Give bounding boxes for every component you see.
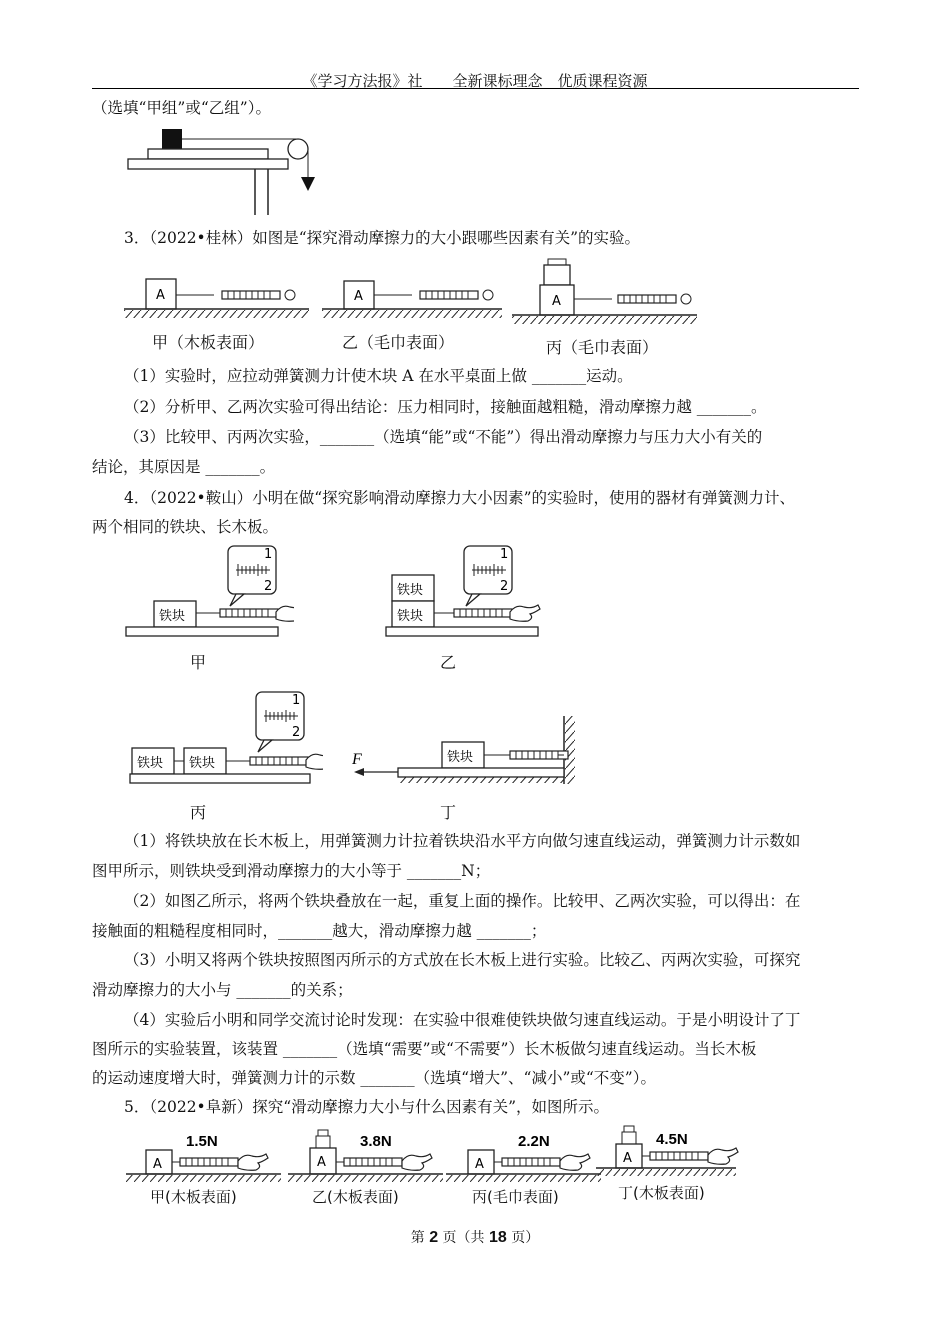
q4-caption-jia: 甲 — [190, 653, 207, 672]
q4-dial-num-4: 2 — [500, 579, 509, 594]
q3-block-label-2: A — [354, 289, 363, 304]
q4-stem-a: 4．（2022•鞍山）小明在做“探究影响滑动摩擦力大小因素”的实验时，使用的器材有弹簧测力计、 — [124, 489, 796, 507]
weight-icon — [544, 265, 570, 285]
q3-sub1: （1）实验时，应拉动弹簧测力计使木块 A 在水平桌面上做 _______运动。 — [124, 367, 633, 385]
q5-figure-bing — [446, 1128, 606, 1188]
q4-block-label-ding: 铁块 — [447, 750, 474, 765]
arrow-head-icon — [354, 768, 364, 776]
q4-sub1a: （1）将铁块放在长木板上，用弹簧测力计拉着铁块沿水平方向做匀速直线运动，弹簧测力计示数如 — [124, 832, 801, 850]
q4-block-label-yi-top: 铁块 — [397, 583, 424, 598]
q5-block-label-2: A — [317, 1155, 326, 1170]
q5-block-label-3: A — [475, 1157, 484, 1172]
q3-figure-jia — [124, 275, 314, 320]
q4-block-label-bing-2: 铁块 — [189, 756, 216, 771]
q4-dial-num-5: 1 — [292, 693, 301, 708]
footer-pre: 第 — [410, 1230, 425, 1246]
footer-mid: 页（共 — [442, 1230, 485, 1246]
q5-reading-yi: 3.8N — [360, 1133, 392, 1150]
force-label: F — [352, 751, 362, 768]
q5-caption-bing: 丙(毛巾表面) — [472, 1188, 559, 1206]
q4-sub3b: 滑动摩擦力的大小与 _______的关系； — [92, 981, 353, 999]
q5-block-label-4: A — [623, 1151, 632, 1166]
q5-caption-jia: 甲(木板表面) — [150, 1188, 237, 1206]
q4-dial-num-2: 2 — [264, 579, 273, 594]
q3-caption-yi: 乙（毛巾表面） — [342, 333, 455, 352]
q4-sub1b: 图甲所示，则铁块受到滑动摩擦力的大小等于 _______N； — [92, 862, 491, 880]
q4-dial-num-6: 2 — [292, 725, 301, 740]
q4-sub2a: （2）如图乙所示，将两个铁块叠放在一起，重复上面的操作。比较甲、乙两次实验，可以得出：在 — [124, 892, 801, 910]
q3-stem: 3．（2022•桂林）如图是“探究滑动摩擦力的大小跟哪些因素有关”的实验。 — [124, 229, 641, 247]
table-top — [128, 159, 288, 169]
q3-block-label-3: A — [552, 294, 561, 309]
weight-icon — [316, 1136, 330, 1148]
intro-line: （选填“甲组”或“乙组”）。 — [92, 99, 271, 117]
q4-sub4b: 图所示的实验装置，该装置 _______（选填“需要”或“不需要”）长木板做匀速直线运动。当长木板 — [92, 1040, 757, 1058]
q5-caption-ding: 丁(木板表面) — [618, 1184, 705, 1202]
footer-total-pages: 18 — [489, 1229, 507, 1246]
q5-reading-bing: 2.2N — [518, 1133, 550, 1150]
q5-figure-yi — [288, 1128, 448, 1188]
q3-sub2: （2）分析甲、乙两次实验可得出结论：压力相同时，接触面越粗糙，滑动摩擦力越 _______。 — [124, 398, 767, 416]
hanging-weight-icon — [301, 177, 315, 191]
q5-block-label-1: A — [153, 1157, 162, 1172]
q4-figure-yi — [384, 544, 549, 639]
q4-sub4a: （4）实验后小明和同学交流讨论时发现：在实验中很难使铁块做匀速直线运动。于是小明设计了丁 — [124, 1011, 801, 1029]
q5-figure-jia — [126, 1128, 286, 1188]
board — [148, 149, 268, 159]
q4-dial-num-3: 1 — [500, 547, 509, 562]
weight-icon — [622, 1132, 636, 1144]
q3-caption-jia: 甲（木板表面） — [152, 333, 265, 352]
q3-sub3a: （3）比较甲、丙两次实验，_______（选填“能”或“不能”）得出滑动摩擦力与压力大小有关的 — [124, 428, 763, 446]
q4-stem-b: 两个相同的铁块、长木板。 — [92, 518, 279, 536]
q4-figure-jia — [124, 544, 294, 639]
q5-figure-ding — [596, 1124, 756, 1184]
footer-post: 页） — [511, 1230, 540, 1246]
q3-caption-bing: 丙（毛巾表面） — [546, 338, 659, 357]
q4-caption-bing: 丙 — [190, 803, 207, 822]
q3-sub3b: 结论，其原因是 _______。 — [92, 458, 276, 476]
weight-block-icon — [162, 129, 182, 149]
page-footer — [0, 1227, 950, 1247]
header-rule — [92, 88, 859, 89]
q3-figure-bing — [512, 255, 702, 327]
page-header: 《学习方法报》社 全新课标理念 优质课程资源 — [302, 72, 648, 90]
q4-sub4c: 的运动速度增大时，弹簧测力计的示数 _______（选填“增大”、“减小”或“不变”）。 — [92, 1069, 656, 1087]
q5-reading-ding: 4.5N — [656, 1131, 688, 1148]
q4-caption-ding: 丁 — [440, 803, 457, 822]
q4-dial-num-1: 1 — [264, 547, 273, 562]
q3-figure-yi — [322, 275, 512, 320]
q5-caption-yi: 乙(木板表面) — [312, 1188, 399, 1206]
q4-block-label-bing-1: 铁块 — [137, 756, 164, 771]
q4-caption-yi: 乙 — [440, 653, 457, 672]
q4-sub3a: （3）小明又将两个铁块按照图丙所示的方式放在长木板上进行实验。比较乙、丙两次实验，可探究 — [124, 951, 801, 969]
q4-block-label-jia: 铁块 — [159, 609, 186, 624]
q5-stem: 5．（2022•阜新）探究“滑动摩擦力大小与什么因素有关”，如图所示。 — [124, 1098, 610, 1116]
q4-block-label-yi-bottom: 铁块 — [397, 609, 424, 624]
pulley-figure — [120, 125, 320, 217]
q3-block-label-1: A — [156, 288, 165, 303]
q4-sub2b: 接触面的粗糙程度相同时，_______越大，滑动摩擦力越 _______； — [92, 922, 547, 940]
pulley-icon — [288, 139, 308, 159]
q4-figure-bing — [128, 690, 323, 785]
footer-page-number: 2 — [429, 1229, 439, 1246]
q5-reading-jia: 1.5N — [186, 1133, 218, 1150]
q4-figure-ding — [350, 714, 580, 789]
